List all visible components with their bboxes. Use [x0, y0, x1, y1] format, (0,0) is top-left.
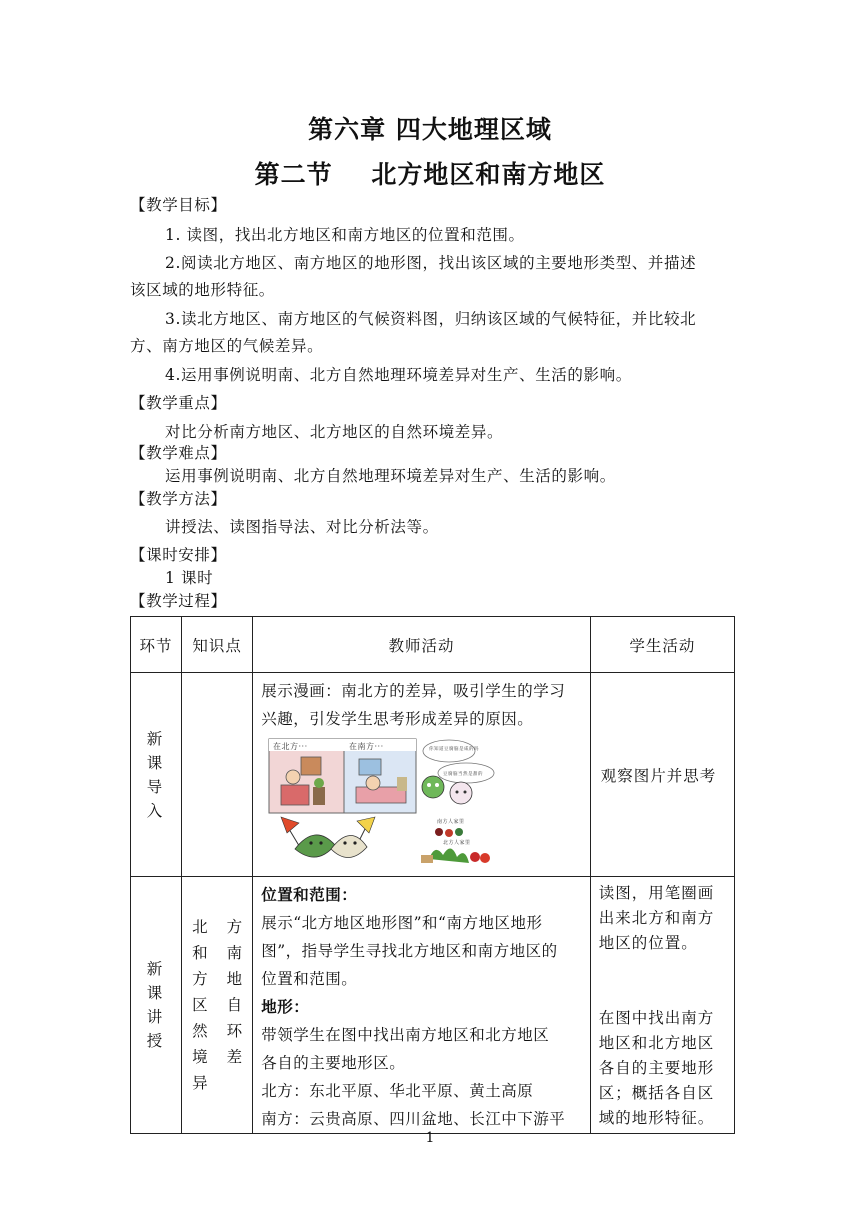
teacher-line: 图”，指导学生寻找北方地区和南方地区的 — [261, 942, 558, 960]
table-row — [131, 673, 735, 877]
student-line: 出来北方和南方 — [598, 909, 715, 927]
methods-text: 讲授法、读图指导法、对比分析法等。 — [165, 518, 439, 536]
schedule-text: 1 课时 — [165, 569, 214, 587]
stage-label: 新课导入 — [146, 729, 166, 820]
page-number: 1 — [425, 1130, 435, 1146]
teacher-line: 兴趣，引发学生思考形成差异的原因。 — [261, 710, 534, 728]
student-line: 地区和北方地区 — [598, 1034, 715, 1052]
comic-bubble-2: 豆腐脑当然是甜的 — [443, 772, 484, 777]
teacher-activity-cell — [253, 877, 591, 1134]
comic-north-home-label: 北方人家里 — [443, 840, 471, 846]
knowledge-text: 北方和南方地区自然环境差异 — [192, 918, 247, 1092]
comic-south-home-label: 南方人家里 — [437, 819, 465, 825]
knowledge-cell — [182, 673, 253, 877]
header-knowledge: 知识点 — [182, 617, 253, 673]
comic-south-label: 在南方··· — [349, 742, 384, 751]
objective-line: 3.读北方地区、南方地区的气候资料图，归纳该区域的气候特征，并比较北 — [165, 310, 697, 328]
student-activity-cell — [590, 673, 734, 877]
objective-line: 方、南方地区的气候差异。 — [130, 337, 324, 355]
header-stage: 环节 — [131, 617, 182, 673]
objective-line: 1. 读图，找出北方地区和南方地区的位置和范围。 — [165, 226, 525, 244]
student-line: 区；概括各自区 — [598, 1084, 715, 1102]
objectives-heading: 【教学目标】 — [130, 196, 227, 214]
stage-cell — [131, 877, 182, 1134]
schedule-heading: 【课时安排】 — [130, 546, 227, 564]
position-heading: 位置和范围： — [261, 886, 358, 904]
stage-label: 新课讲授 — [146, 960, 166, 1050]
difficulties-heading: 【教学难点】 — [130, 444, 227, 462]
header-teacher: 教师活动 — [253, 617, 591, 673]
header-student: 学生活动 — [590, 617, 734, 673]
lesson-process-table — [130, 616, 735, 1134]
north-south-comic-image — [261, 737, 501, 867]
teacher-line: 南方：云贵高原、四川盆地、长江中下游平 — [261, 1110, 566, 1128]
teacher-line: 带领学生在图中找出南方地区和北方地区 — [261, 1026, 550, 1044]
student-activity-text: 观察图片并思考 — [600, 766, 717, 785]
comic-north-label: 在北方··· — [273, 742, 308, 751]
objective-line: 2.阅读北方地区、南方地区的地形图，找出该区域的主要地形类型、并描述 — [165, 254, 697, 272]
knowledge-cell — [182, 877, 253, 1134]
key-points-heading: 【教学重点】 — [130, 394, 227, 412]
student-line: 读图，用笔圈画 — [598, 884, 715, 902]
objective-line: 该区域的地形特征。 — [130, 281, 275, 299]
student-line: 域的地形特征。 — [598, 1109, 715, 1127]
terrain-heading: 地形： — [261, 998, 310, 1016]
key-points-text: 对比分析南方地区、北方地区的自然环境差异。 — [165, 423, 504, 441]
comic-bubble-1: 你知道豆腐脑是咸的吗 — [429, 747, 480, 752]
student-line: 地区的位置。 — [598, 934, 698, 952]
difficulties-text: 运用事例说明南、北方自然地理环境差异对生产、生活的影响。 — [165, 467, 616, 485]
student-activity-cell — [590, 877, 734, 1134]
table-row — [131, 877, 735, 1134]
chapter-title: 第六章 四大地理区域 — [308, 115, 552, 144]
table-header-row — [131, 617, 735, 673]
teacher-activity-cell — [253, 673, 591, 877]
process-heading: 【教学过程】 — [130, 592, 227, 610]
teacher-line: 各自的主要地形区。 — [261, 1054, 406, 1072]
teacher-line: 展示漫画：南北方的差异，吸引学生的学习 — [261, 682, 566, 700]
student-line: 在图中找出南方 — [598, 1009, 715, 1027]
teacher-line: 北方：东北平原、华北平原、黄土高原 — [261, 1082, 534, 1100]
teacher-line: 位置和范围。 — [261, 970, 358, 988]
teacher-line: 展示“北方地区地形图”和“南方地区地形 — [261, 914, 543, 932]
spacer — [599, 956, 728, 1006]
section-title: 第二节 北方地区和南方地区 — [254, 160, 606, 189]
stage-cell — [131, 673, 182, 877]
objective-line: 4.运用事例说明南、北方自然地理环境差异对生产、生活的影响。 — [165, 366, 632, 384]
methods-heading: 【教学方法】 — [130, 490, 227, 508]
student-line: 各自的主要地形 — [598, 1059, 715, 1077]
